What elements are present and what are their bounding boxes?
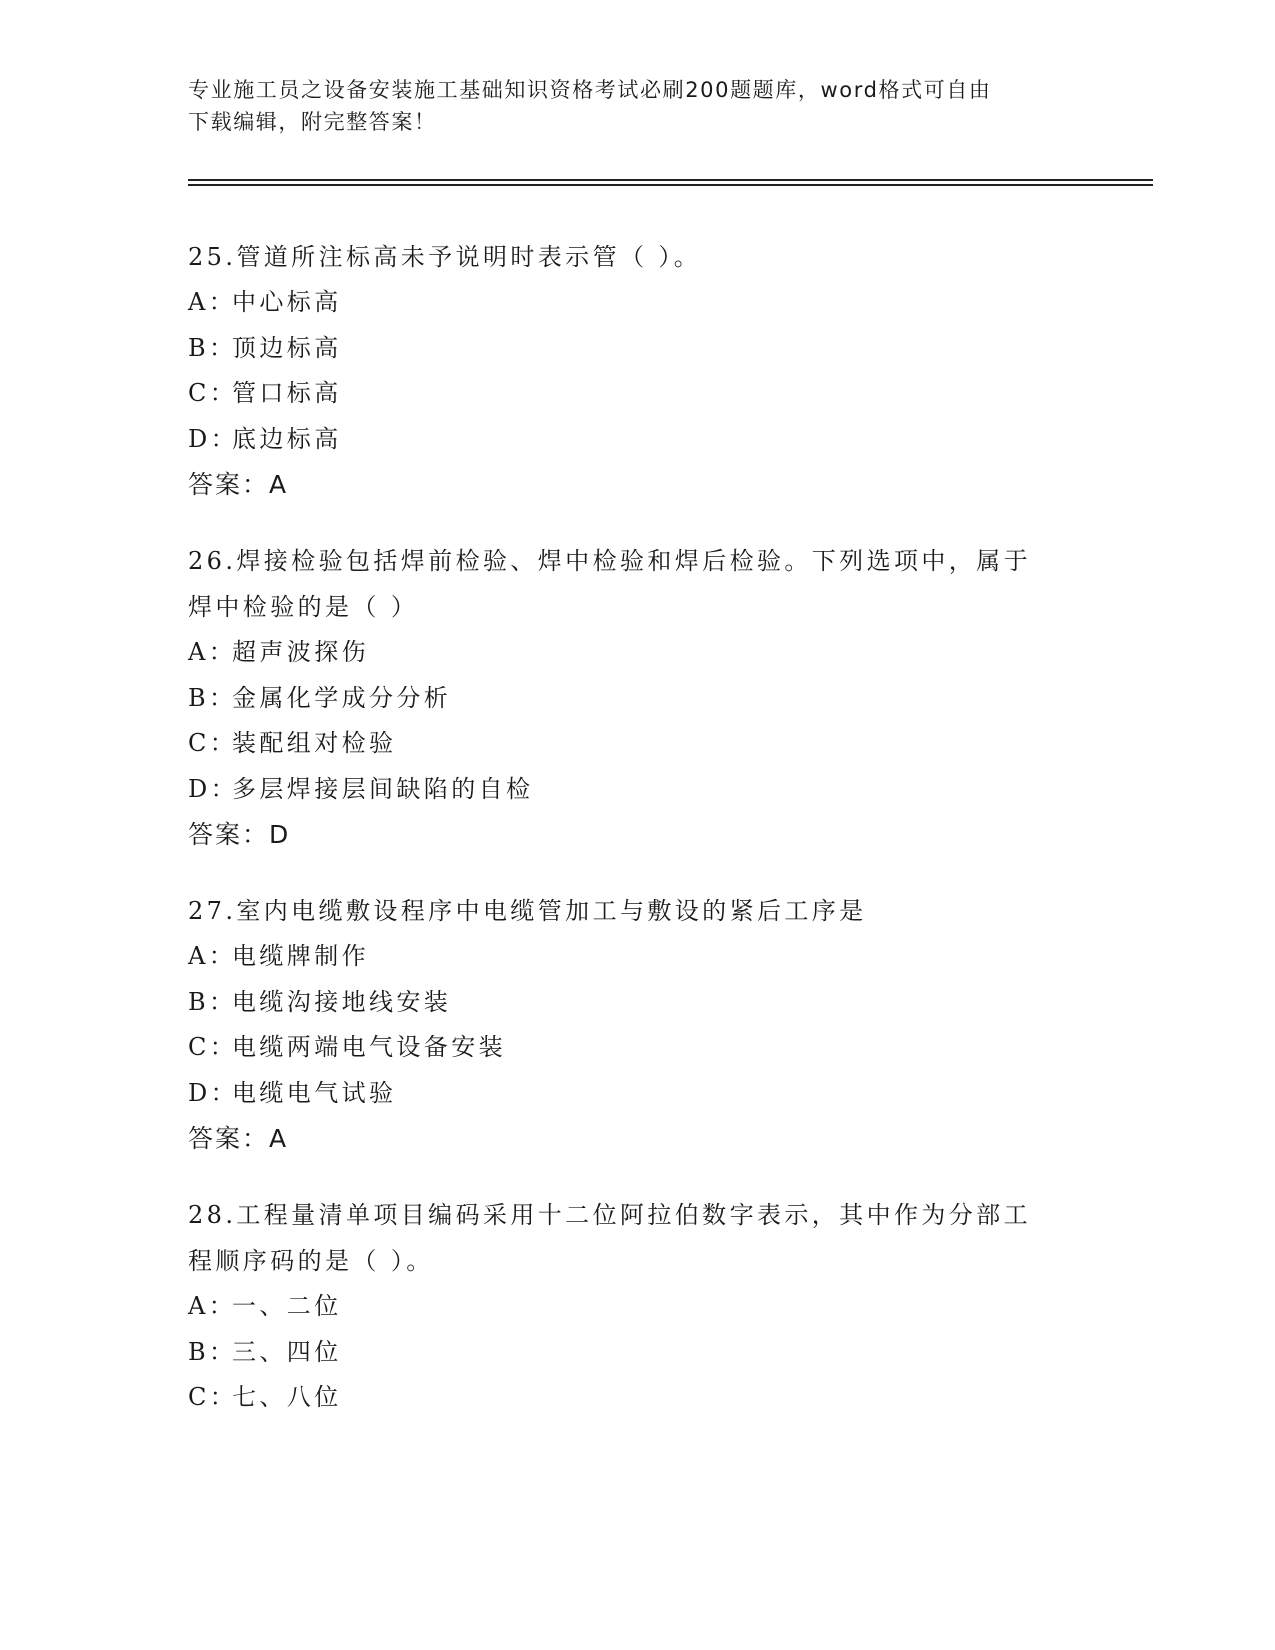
option-c (188, 371, 1088, 417)
question-stem-line: 27.室内电缆敷设程序中电缆管加工与敷设的紧后工序是 (188, 897, 867, 925)
option-a (188, 934, 1088, 980)
question-stem-line: 25.管道所注标高未予说明时表示管（ ）。 (188, 243, 702, 271)
option-text: 七、八位 (232, 1383, 342, 1411)
question-26 (188, 538, 1088, 858)
option-text: 电缆电气试验 (232, 1078, 397, 1107)
question-stem (188, 234, 1088, 280)
option-letter: C： (188, 729, 238, 757)
option-c (188, 721, 1088, 767)
option-letter: B： (188, 1337, 237, 1366)
answer-line: 答案：D (188, 820, 291, 849)
option-b (188, 326, 1088, 372)
question-stem (188, 1192, 1088, 1284)
question-list (188, 234, 1088, 1451)
option-text: 超声波探伤 (232, 638, 369, 666)
option-text: 电缆沟接地线安装 (232, 987, 452, 1016)
header-title-line-2: 下载编辑，附完整答案！ (188, 110, 437, 134)
answer-line: 答案：A (188, 470, 289, 499)
option-text: 中心标高 (232, 288, 342, 316)
option-text: 一、二位 (232, 1292, 342, 1320)
option-text: 电缆两端电气设备安装 (232, 1033, 506, 1061)
question-stem-line: 程顺序码的是（ ）。 (188, 1247, 434, 1275)
option-text: 三、四位 (232, 1337, 342, 1366)
question-25 (188, 234, 1088, 508)
question-stem-line: 28.工程量清单项目编码采用十二位阿拉伯数字表示，其中作为分部工 (188, 1201, 1031, 1229)
option-letter: D： (188, 424, 239, 453)
option-a (188, 1284, 1088, 1330)
option-a (188, 630, 1088, 676)
option-letter: D： (188, 774, 239, 803)
question-stem (188, 538, 1088, 630)
option-d (188, 1071, 1088, 1117)
document-header (188, 74, 1068, 138)
question-stem-line: 焊中检验的是（ ） (188, 593, 419, 621)
option-letter: A： (188, 638, 237, 666)
option-text: 管口标高 (232, 379, 342, 407)
option-a (188, 280, 1088, 326)
option-text: 金属化学成分分析 (232, 683, 452, 712)
answer-line: 答案：A (188, 1124, 289, 1153)
option-d (188, 417, 1088, 463)
option-text: 顶边标高 (232, 333, 342, 362)
option-letter: A： (188, 288, 237, 316)
option-text: 电缆牌制作 (232, 942, 369, 970)
option-letter: B： (188, 683, 237, 712)
option-letter: C： (188, 1383, 238, 1411)
option-c (188, 1375, 1088, 1421)
question-27 (188, 888, 1088, 1162)
option-letter: B： (188, 333, 237, 362)
option-text: 多层焊接层间缺陷的自检 (232, 774, 534, 803)
option-b (188, 676, 1088, 722)
header-divider-top (188, 179, 1153, 181)
option-b (188, 980, 1088, 1026)
question-stem-line: 26.焊接检验包括焊前检验、焊中检验和焊后检验。下列选项中，属于 (188, 547, 1031, 575)
option-text: 装配组对检验 (232, 729, 397, 757)
option-letter: B： (188, 987, 237, 1016)
option-d (188, 767, 1088, 813)
option-letter: D： (188, 1078, 239, 1107)
option-letter: C： (188, 1033, 238, 1061)
option-c (188, 1025, 1088, 1071)
question-28 (188, 1192, 1088, 1421)
header-title-line-1: 专业施工员之设备安装施工基础知识资格考试必刷200题题库，word格式可自由 (188, 78, 992, 102)
option-b (188, 1330, 1088, 1376)
question-stem (188, 888, 1088, 934)
option-letter: A： (188, 1292, 237, 1320)
option-letter: A： (188, 942, 237, 970)
option-text: 底边标高 (232, 424, 342, 453)
option-letter: C： (188, 379, 238, 407)
header-divider-bottom (188, 184, 1153, 186)
